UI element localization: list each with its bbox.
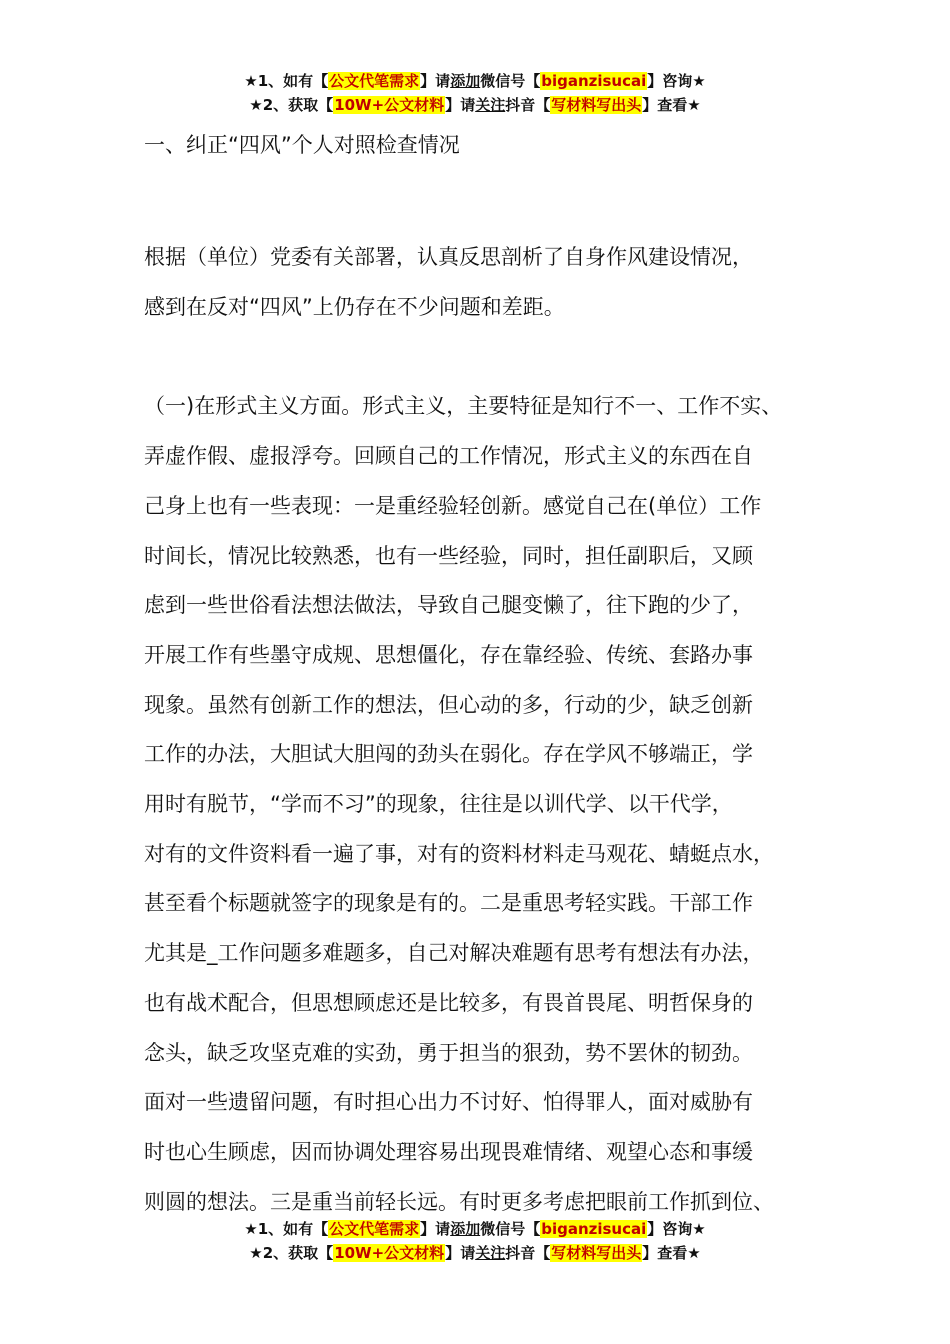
banner-text: ★2、获取【 <box>249 96 334 114</box>
banner-highlight: 写材料写出头 <box>551 96 642 114</box>
banner-text: 微信号【 <box>480 72 541 90</box>
banner-text: ★1、如有【 <box>244 72 329 90</box>
banner-highlight: 写材料写出头 <box>551 1244 642 1262</box>
banner-highlight: 10W+公文材料 <box>334 1244 445 1262</box>
banner-text: 】查看★ <box>642 1244 701 1262</box>
text-line: 则圆的想法。三是重当前轻长远。有时更多考虑把眼前工作抓到位、 <box>144 1189 774 1214</box>
banner-line-2 <box>0 93 950 117</box>
banner-emphasis: 添加 <box>450 1220 481 1238</box>
banner-text: 抖音【 <box>505 96 551 114</box>
text-line: 工作的办法，大胆试大胆闯的劲头在弱化。存在学风不够端正，学 <box>144 742 753 767</box>
banner-emphasis: 添加 <box>450 72 481 90</box>
banner-highlight: 10W+公文材料 <box>334 96 445 114</box>
text-line: 也有战术配合，但思想顾虑还是比较多，有畏首畏尾、明哲保身的 <box>144 990 753 1015</box>
text-line: 尤其是_工作问题多难题多，自己对解决难题有思考有想法有办法， <box>144 941 764 966</box>
banner-line-1 <box>0 1217 950 1241</box>
text-line: 开展工作有些墨守成规、思想僵化，存在靠经验、传统、套路办事 <box>144 642 753 667</box>
text-line: 时间长，情况比较熟悉，也有一些经验，同时，担任副职后，又顾 <box>144 543 753 568</box>
text-line: 己身上也有一些表现：一是重经验轻创新。感觉自己在(单位）工作 <box>144 493 762 518</box>
banner-emphasis: 关注 <box>475 1244 506 1262</box>
text-line: 甚至看个标题就签字的现象是有的。二是重思考轻实践。干部工作 <box>144 891 753 916</box>
banner-text: 微信号【 <box>480 1220 541 1238</box>
text-line: 虑到一些世俗看法想法做法，导致自己腿变懒了，往下跑的少了， <box>144 593 753 618</box>
banner-text: 】请 <box>445 1244 476 1262</box>
banner-highlight: biganzisucai <box>541 72 647 90</box>
banner-text: 抖音【 <box>505 1244 551 1262</box>
text-line: 用时有脱节，“学而不习”的现象，往往是以训代学、以干代学， <box>144 792 733 817</box>
banner-line-1 <box>0 69 950 93</box>
text-line: 对有的文件资料看一遍了事，对有的资料材料走马观花、蜻蜓点水， <box>144 841 774 866</box>
text-line: 面对一些遗留问题，有时担心出力不讨好、怕得罪人，面对威胁有 <box>144 1090 753 1115</box>
banner-text: 】咨询★ <box>647 72 706 90</box>
header-banner <box>0 69 950 117</box>
banner-text: 】咨询★ <box>647 1220 706 1238</box>
text-line: （一)在形式主义方面。形式主义，主要特征是知行不一、工作不实、 <box>144 394 783 419</box>
section-heading: 一、纠正“四风”个人对照检查情况 <box>144 133 460 157</box>
paragraph-formalism <box>144 382 834 1227</box>
banner-highlight: 公文代笔需求 <box>329 72 420 90</box>
banner-text: 】请 <box>445 96 476 114</box>
banner-text: 】请 <box>420 1220 451 1238</box>
paragraph-intro <box>144 233 834 332</box>
banner-highlight: biganzisucai <box>541 1220 647 1238</box>
document-body <box>144 127 834 1227</box>
banner-text: ★2、获取【 <box>249 1244 334 1262</box>
text-line: 根据（单位）党委有关部署，认真反思剖析了自身作风建设情况， <box>144 245 753 269</box>
banner-line-2 <box>0 1241 950 1265</box>
banner-text: ★1、如有【 <box>244 1220 329 1238</box>
text-line: 念头，缺乏攻坚克难的实劲，勇于担当的狠劲，势不罢休的韧劲。 <box>144 1040 753 1065</box>
text-line: 现象。虽然有创新工作的想法，但心动的多，行动的少，缺乏创新 <box>144 692 753 717</box>
footer-banner <box>0 1217 950 1265</box>
banner-text: 】查看★ <box>642 96 701 114</box>
text-line: 弄虚作假、虚报浮夸。回顾自己的工作情况，形式主义的东西在自 <box>144 444 753 469</box>
banner-highlight: 公文代笔需求 <box>329 1220 420 1238</box>
text-line: 时也心生顾虑，因而协调处理容易出现畏难情绪、观望心态和事缓 <box>144 1139 753 1164</box>
text-line: 感到在反对“四风”上仍存在不少问题和差距。 <box>144 294 565 319</box>
banner-text: 】请 <box>420 72 451 90</box>
banner-emphasis: 关注 <box>475 96 506 114</box>
